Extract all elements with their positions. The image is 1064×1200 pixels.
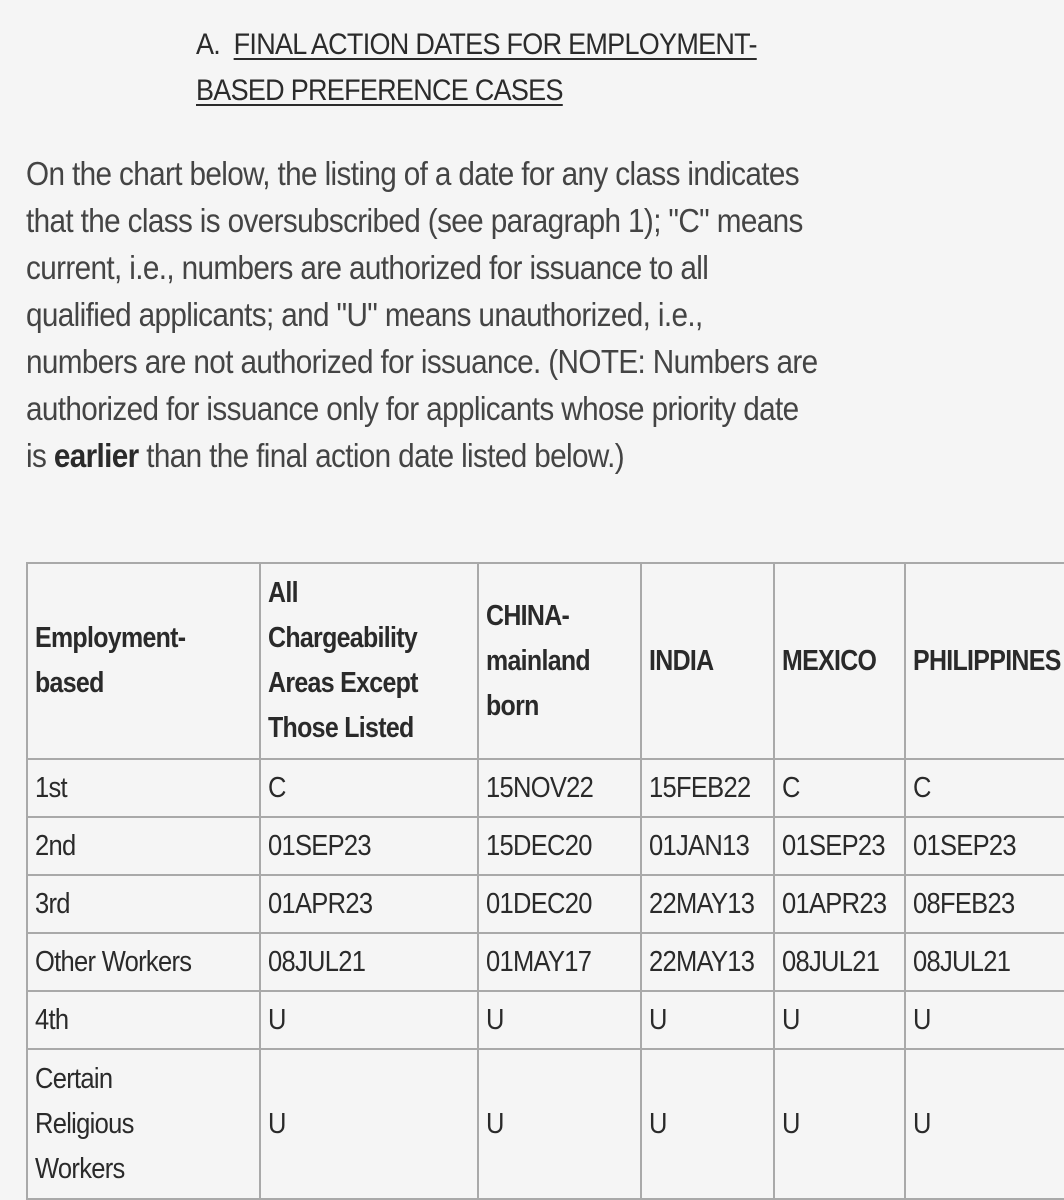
table-cell: 01MAY17 <box>478 933 641 991</box>
heading-title: FINAL ACTION DATES FOR EMPLOYMENT-BASED PREFERENCE CASES <box>196 28 757 107</box>
header-mexico: MEXICO <box>774 563 906 759</box>
table-cell: C <box>905 759 1064 817</box>
table-header-row <box>27 563 1064 759</box>
table-cell: C <box>774 759 906 817</box>
intro-paragraph <box>26 150 818 479</box>
heading-prefix: A. <box>196 28 221 61</box>
table-row <box>27 759 1064 817</box>
intro-bold-word: earlier <box>53 437 139 474</box>
table-row <box>27 991 1064 1049</box>
header-india: INDIA <box>641 563 774 759</box>
table-cell: 01SEP23 <box>774 817 906 875</box>
table-row <box>27 933 1064 991</box>
table-cell: 08JUL21 <box>260 933 478 991</box>
table-cell: 1st <box>27 759 260 817</box>
table-cell: Certain Religious Workers <box>27 1049 260 1199</box>
table-cell: 08JUL21 <box>905 933 1064 991</box>
table-row <box>27 1049 1064 1199</box>
table-cell: 01SEP23 <box>260 817 478 875</box>
table-cell: 4th <box>27 991 260 1049</box>
header-china: CHINA-mainland born <box>478 563 641 759</box>
table-cell: 15NOV22 <box>478 759 641 817</box>
table-cell: Other Workers <box>27 933 260 991</box>
table-cell: U <box>478 1049 641 1199</box>
table-cell: U <box>260 991 478 1049</box>
header-all-chargeability: All Chargeability Areas Except Those Listed <box>260 563 478 759</box>
table-cell: 01SEP23 <box>905 817 1064 875</box>
table-cell: U <box>641 1049 774 1199</box>
table-cell: U <box>478 991 641 1049</box>
table-cell: 3rd <box>27 875 260 933</box>
table-cell: 15DEC20 <box>478 817 641 875</box>
table-cell: 01APR23 <box>260 875 478 933</box>
table-row <box>27 875 1064 933</box>
table-cell: 08JUL21 <box>774 933 906 991</box>
header-employment-based: Employment-based <box>27 563 260 759</box>
table-cell: U <box>774 991 906 1049</box>
table-cell: 01DEC20 <box>478 875 641 933</box>
table-cell: U <box>905 1049 1064 1199</box>
table-cell: U <box>641 991 774 1049</box>
final-action-dates-table <box>26 562 1064 1200</box>
table-cell: U <box>774 1049 906 1199</box>
table-cell: 15FEB22 <box>641 759 774 817</box>
intro-text: On the chart below, the listing of a date for any class indicates that the class is oversubscribed (see paragraph 1); "C" means current, i.e., numbers are authorized for issuance to all qualified applicants; and "U" means unauthorized, i.e., numbers are not authorized for issuance. (NOTE: Numbers are authorized for issuance only for applicants whose priority date is <box>26 155 818 474</box>
table-cell: 22MAY13 <box>641 875 774 933</box>
table-cell: C <box>260 759 478 817</box>
table-cell: U <box>260 1049 478 1199</box>
table-cell: 01APR23 <box>774 875 906 933</box>
table-row <box>27 817 1064 875</box>
table-cell: U <box>905 991 1064 1049</box>
table-cell: 22MAY13 <box>641 933 774 991</box>
table-cell: 2nd <box>27 817 260 875</box>
header-philippines: PHILIPPINES <box>905 563 1064 759</box>
section-heading <box>196 22 826 114</box>
table-cell: 08FEB23 <box>905 875 1064 933</box>
intro-text-end: than the final action date listed below.) <box>138 437 624 474</box>
table-cell: 01JAN13 <box>641 817 774 875</box>
